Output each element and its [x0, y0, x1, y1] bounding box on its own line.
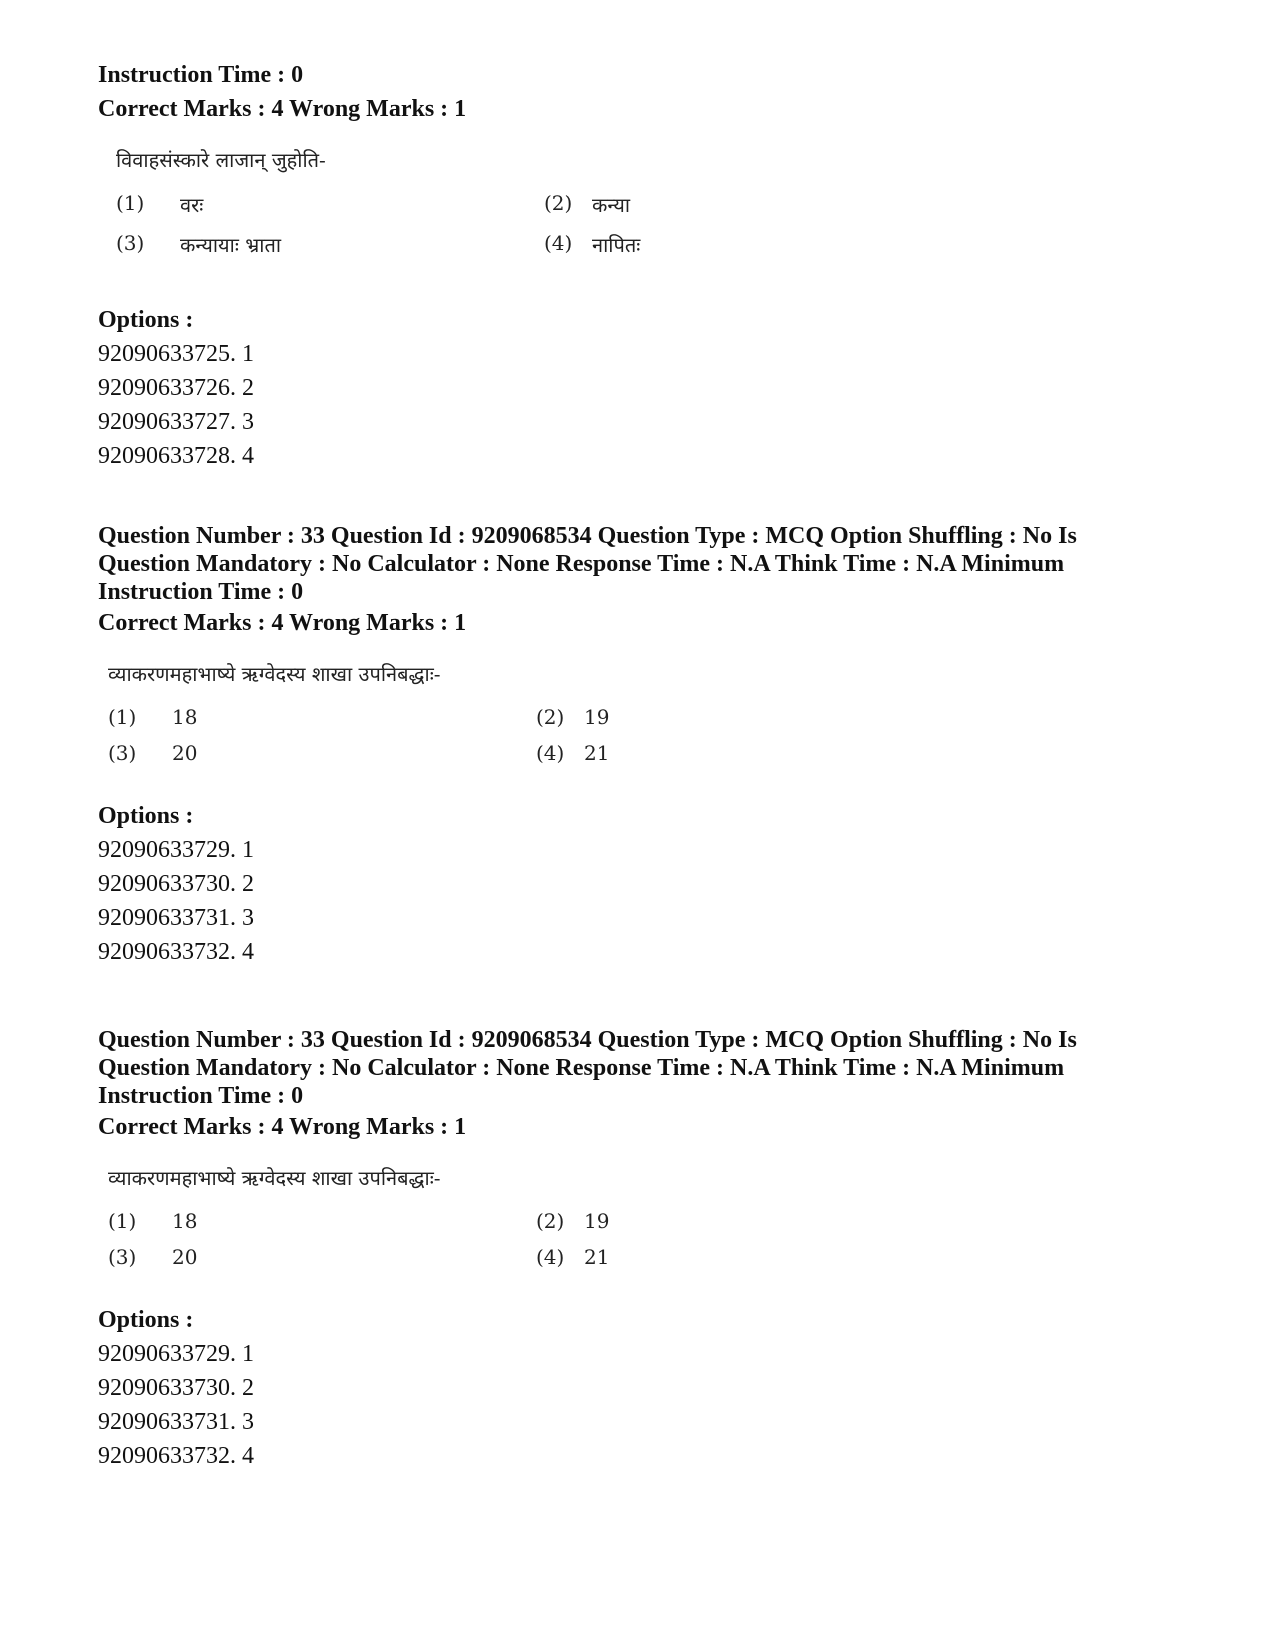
options-label: Options :: [98, 307, 194, 333]
question-header-line-1: Question Number : 33 Question Id : 9209068534 Question Type : MCQ Option Shuffling : No Is: [98, 523, 1077, 549]
choice-text: 18: [172, 705, 198, 729]
choice-number: (3): [108, 741, 137, 765]
choice-text: 20: [172, 1245, 198, 1269]
option-item: 92090633729. 1: [98, 837, 254, 863]
choice-grid: [108, 1209, 1178, 1279]
option-item: 92090633732. 4: [98, 939, 254, 965]
question-header-line-2: Question Mandatory : No Calculator : None Response Time : N.A Think Time : N.A Minimum: [98, 551, 1065, 577]
option-item: 92090633731. 3: [98, 1409, 254, 1435]
question-header-line-3: Instruction Time : 0: [98, 1083, 304, 1109]
question-header-line-2: Question Mandatory : No Calculator : None Response Time : N.A Think Time : N.A Minimum: [98, 1055, 1065, 1081]
choice-number: (3): [116, 231, 145, 255]
question-block-33b: [98, 1026, 1178, 1473]
option-item: 92090633726. 2: [98, 375, 254, 401]
choice-2: [544, 191, 630, 218]
choice-grid: [108, 705, 1178, 775]
choice-number: (2): [536, 1209, 565, 1233]
choice-1: [108, 705, 197, 729]
choice-number: (4): [536, 1245, 565, 1269]
choice-number: (1): [116, 191, 145, 215]
choice-text: 21: [584, 741, 610, 765]
choice-text: 18: [172, 1209, 198, 1233]
question-block-33a: [98, 522, 1178, 969]
choice-number: (2): [536, 705, 565, 729]
choice-2: [536, 1209, 609, 1233]
choice-text: 19: [584, 1209, 610, 1233]
choice-1: [116, 191, 203, 218]
choice-text: 19: [584, 705, 610, 729]
choice-3: [116, 231, 281, 258]
question-header-line-3: Instruction Time : 0: [98, 579, 304, 605]
question-stem: व्याकरणमहाभाष्ये ऋग्वेदस्य शाखा उपनिबद्धाः-: [108, 1166, 441, 1190]
choice-text: 21: [584, 1245, 610, 1269]
option-item: 92090633729. 1: [98, 1341, 254, 1367]
choice-number: (1): [108, 1209, 137, 1233]
question-stem: विवाहसंस्कारे लाजान् जुहोति-: [116, 148, 326, 172]
choice-text: वरः: [180, 193, 204, 217]
instruction-time: Instruction Time : 0: [98, 62, 304, 88]
choice-text: कन्यायाः भ्राता: [180, 233, 282, 257]
choice-2: [536, 705, 609, 729]
choice-1: [108, 1209, 197, 1233]
choice-text: 20: [172, 741, 198, 765]
choice-4: [536, 1245, 609, 1269]
marks-line: Correct Marks : 4 Wrong Marks : 1: [98, 610, 467, 636]
question-block-top: [98, 58, 1178, 473]
question-stem: व्याकरणमहाभाष्ये ऋग्वेदस्य शाखा उपनिबद्धाः-: [108, 662, 441, 686]
choice-text: नापितः: [592, 233, 641, 257]
option-item: 92090633731. 3: [98, 905, 254, 931]
marks-line: Correct Marks : 4 Wrong Marks : 1: [98, 1114, 467, 1140]
choice-text: कन्या: [592, 193, 631, 217]
choice-4: [544, 231, 640, 258]
option-item: 92090633730. 2: [98, 1375, 254, 1401]
choice-number: (4): [544, 231, 573, 255]
choice-4: [536, 741, 609, 765]
option-item: 92090633728. 4: [98, 443, 254, 469]
choice-number: (4): [536, 741, 565, 765]
question-header-line-1: Question Number : 33 Question Id : 9209068534 Question Type : MCQ Option Shuffling : No Is: [98, 1027, 1077, 1053]
choice-number: (2): [544, 191, 573, 215]
choice-3: [108, 741, 197, 765]
option-item: 92090633732. 4: [98, 1443, 254, 1469]
option-item: 92090633730. 2: [98, 871, 254, 897]
options-label: Options :: [98, 803, 194, 829]
choice-grid: [116, 191, 1178, 271]
option-item: 92090633727. 3: [98, 409, 254, 435]
options-label: Options :: [98, 1307, 194, 1333]
choice-number: (1): [108, 705, 137, 729]
option-item: 92090633725. 1: [98, 341, 254, 367]
choice-3: [108, 1245, 197, 1269]
choice-number: (3): [108, 1245, 137, 1269]
marks-line: Correct Marks : 4 Wrong Marks : 1: [98, 96, 467, 122]
